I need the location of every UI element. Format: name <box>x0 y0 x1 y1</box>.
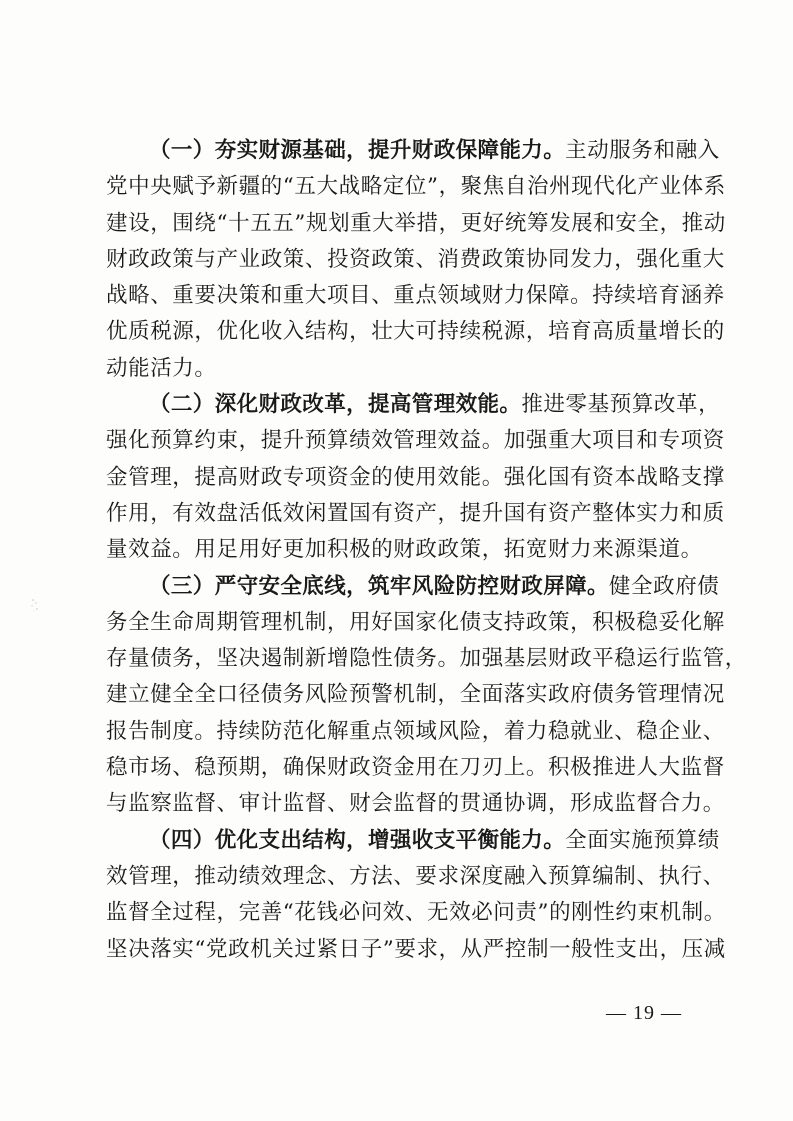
paragraph-line: 建设，围绕“十五五”规划重大举措，更好统筹发展和安全，推动 <box>106 210 726 236</box>
paragraph-2 <box>106 387 725 568</box>
scan-speck-mark <box>30 598 40 612</box>
document-body <box>106 133 747 968</box>
paragraph-line: 存量债务，坚决遏制新增隐性债务。加强基层财政平稳运行监管， <box>106 646 747 672</box>
paragraph-line: 党中央赋予新疆的“五大战略定位”，聚焦自治州现代化产业体系 <box>106 174 726 200</box>
page-number: — 19 — <box>606 1002 682 1024</box>
paragraph-line <box>106 569 720 605</box>
paragraph-line: 务全生命周期管理机制，用好国家化债支持政策，积极稳妥化解 <box>106 609 725 635</box>
paragraph-line: 强化预算约束，提升预算绩效管理效益。加强重大项目和专项资 <box>106 428 725 454</box>
paragraph-1 <box>106 133 726 387</box>
paragraph-line: 监督全过程，完善“花钱必问效、无效必问责”的刚性约束机制。 <box>106 900 726 926</box>
paragraph-line: 优质税源，优化收入结构，壮大可持续税源，培育高质量增长的 <box>106 319 725 345</box>
paragraph-line: 动能活力。 <box>106 355 217 381</box>
paragraph-line: 效管理，推动绩效理念、方法、要求深度融入预算编制、执行、 <box>106 863 725 889</box>
paragraph-line: 财政政策与产业政策、投资政策、消费政策协同发力，强化重大 <box>106 246 725 272</box>
paragraph-4 <box>106 823 726 968</box>
paragraph-line: 报告制度。持续防范化解重点领域风险，着力稳就业、稳企业、 <box>106 718 725 744</box>
section-heading: （三）严守安全底线，筑牢风险防控财政屏障。 <box>149 573 609 599</box>
paragraph-line: 作用，有效盘活低效闲置国有资产，提升国有资产整体实力和质 <box>106 500 725 526</box>
paragraph-line <box>106 387 721 423</box>
line-text: 主动服务和融入 <box>565 138 720 163</box>
paragraph-line: 稳市场、稳预期，确保财政资金用在刀刃上。积极推进人大监督 <box>106 755 725 781</box>
paragraph-line <box>106 823 720 859</box>
paragraph-line: 建立健全全口径债务风险预警机制，全面落实政府债务管理情况 <box>106 682 725 708</box>
paragraph-line: 金管理，提高财政专项资金的使用效能。强化国有资本战略支撑 <box>106 464 725 490</box>
line-text: 全面实施预算绩 <box>565 827 720 853</box>
paragraph-line: 坚决落实“党政机关过紧日子”要求，从严控制一般性支出，压减 <box>106 936 726 962</box>
section-heading: （一）夯实财源基础，提升财政保障能力。 <box>149 138 566 163</box>
line-text: 推进零基预算改革， <box>521 392 721 418</box>
paragraph-line: 战略、重要决策和重大项目、重点领域财力保障。持续培育涵养 <box>106 283 725 309</box>
paragraph-line: 与监察监督、审计监督、财会监督的贯通协调，形成监督合力。 <box>106 791 725 817</box>
paragraph-line: 量效益。用足用好更加积极的财政政策，拓宽财力来源渠道。 <box>106 537 703 563</box>
section-heading: （四）优化支出结构，增强收支平衡能力。 <box>149 827 566 853</box>
paragraph-3 <box>106 569 747 823</box>
line-text: 健全政府债 <box>608 573 720 599</box>
section-heading: （二）深化财政改革，提高管理效能。 <box>149 392 522 418</box>
paragraph-line <box>106 133 720 169</box>
